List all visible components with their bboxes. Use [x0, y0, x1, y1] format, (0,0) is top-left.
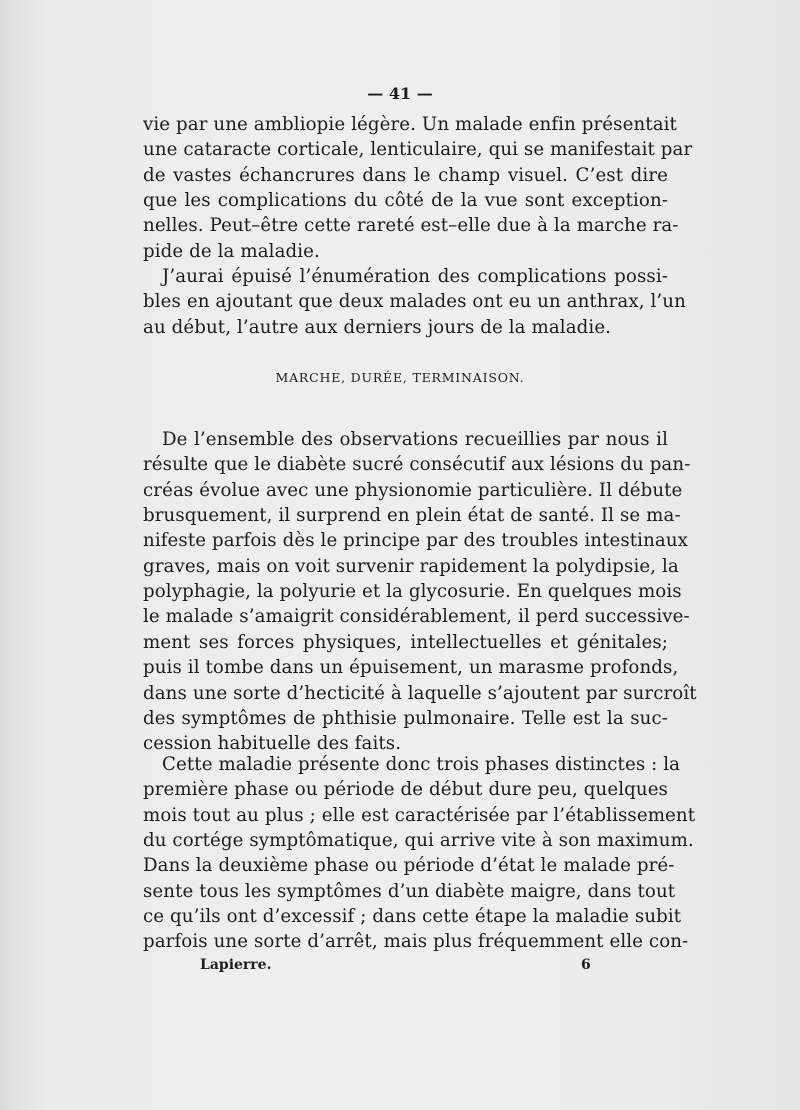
text-line: au début, l’autre aux derniers jours de la maladie. [143, 316, 612, 338]
text-line: nelles. Peut–être cette rareté est–elle due à la marche ra- [143, 215, 679, 237]
text-line: mois tout au plus ; elle est caractérisée par l’établissement [143, 804, 696, 826]
text-line: le malade s’amaigrit considérablement, il perd successive- [143, 606, 690, 628]
footer-signature-mark: 6 [581, 957, 591, 973]
text-line: du cortége symptômatique, qui arrive vite à son maximum. [143, 830, 694, 852]
text-line: nifeste parfois dès le principe par des troubles intestinaux [143, 530, 689, 552]
text-line: cession habituelle des faits. [143, 733, 402, 755]
text-line: parfois une sorte d’arrêt, mais plus fréquemment elle con- [143, 931, 689, 953]
text-line: Cette maladie présente donc trois phases distinctes : la [162, 754, 681, 775]
text-line: Dans la deuxième phase ou période d’état le malade pré- [143, 855, 675, 877]
text-line: résulte que le diabète sucré consécutif aux lésions du pan- [143, 454, 691, 476]
text-line: brusquement, il surprend en plein état de santé. Il se ma- [143, 505, 681, 527]
text-line: J’aurai épuisé l’énumération des complications possi- [162, 266, 668, 287]
text-line: polyphagie, la polyurie et la glycosurie. En quelques mois [143, 581, 682, 603]
text-line: dans une sorte d’hecticité à laquelle s’ajoutent par surcroît [143, 682, 697, 704]
section-heading: MARCHE, DURÉE, TERMINAISON. [275, 370, 525, 385]
text-line: De l’ensemble des observations recueillies par nous il [162, 429, 668, 450]
text-line: graves, mais on voit survenir rapidement la polydipsie, la [143, 555, 679, 577]
text-line: première phase ou période de début dure peu, quelques [143, 779, 668, 801]
text-line: des symptômes de phthisie pulmonaire. Telle est la suc- [143, 707, 668, 729]
text-line: que les complications du côté de la vue sont exception- [143, 190, 668, 212]
text-line: sente tous les symptômes d’un diabète maigre, dans tout [143, 880, 676, 902]
text-line: pide de la maladie. [143, 240, 320, 262]
text-line: ment ses forces physiques, intellectuelles et génitales; [143, 631, 668, 653]
text-line: ce qu’ils ont d’excessif ; dans cette étape la maladie subit [143, 906, 682, 928]
text-line: bles en ajoutant que deux malades ont eu un anthrax, l’un [143, 291, 686, 313]
footer-author: Lapierre. [200, 957, 272, 973]
text-line: puis il tombe dans un épuisement, un marasme profonds, [143, 657, 679, 679]
text-line: une cataracte corticale, lenticulaire, qui se manifestait par [143, 139, 693, 161]
text-line: créas évolue avec une physionomie particulière. Il débute [143, 479, 683, 501]
page-number: — 41 — [367, 84, 433, 103]
text-line: de vastes échancrures dans le champ visuel. C’est dire [143, 164, 668, 186]
text-line: vie par une ambliopie légère. Un malade enfin présentait [143, 114, 677, 135]
